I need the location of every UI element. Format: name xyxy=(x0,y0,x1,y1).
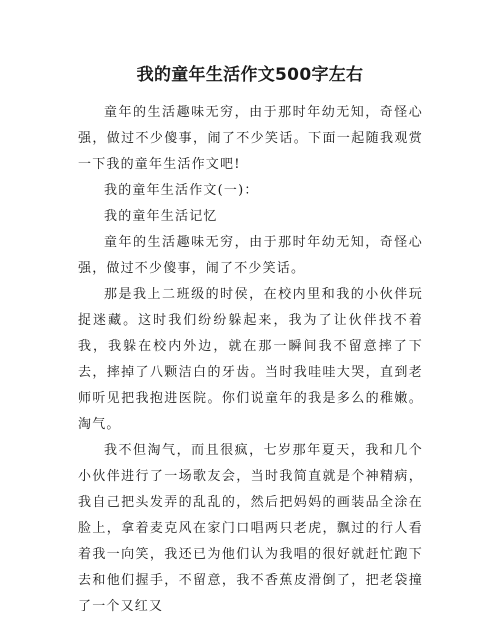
document-title: 我的童年生活作文500字左右 xyxy=(136,65,364,85)
paragraph-intro: 童年的生活趣味无穷，由于那时年幼无知，奇怪心强，做过不少傻事，闹了不少笑话。下面一起随我观赏一下我的童年生活作文吧! xyxy=(78,105,423,172)
paragraph-hide-and-seek: 那是我上二班级的时侯，在校内里和我的小伙伴玩捉迷藏。这时我们纷纷躲起来，我为了让伙伴找不着我，我躲在校内外边，就在那一瞬间我不留意摔了下去，摔掉了八颗洁白的牙齿。当时我哇哇大哭，直到老师听见把我抱进医院。你们说童年的我是多么的稚嫩。淘气。 xyxy=(78,287,423,432)
paragraph-opening: 童年的生活趣味无穷，由于那时年幼无知，奇怪心强，做过不少傻事，闹了不少笑话。 xyxy=(78,235,423,276)
paragraph-heading-part-one: 我的童年生活作文(一)： xyxy=(104,183,259,198)
paragraph-song-party: 我不但淘气，而且很疯，七岁那年夏天，我和几个小伙伴进行了一场歌友会，当时我简直就是个神精病，我自己把头发弄的乱乱的，然后把妈妈的画装品全涂在脸上，拿着麦克风在家门口唱两只老虎，飘过的行人看着我一向笑，我还已为他们认为我唱的很好就赶忙跑下去和他们握手，不留意，我不香蕉皮滑倒了，把老袋撞了一个又红又 xyxy=(78,443,423,614)
paragraph-subtitle: 我的童年生活记忆 xyxy=(104,209,218,224)
document-body xyxy=(78,100,423,620)
